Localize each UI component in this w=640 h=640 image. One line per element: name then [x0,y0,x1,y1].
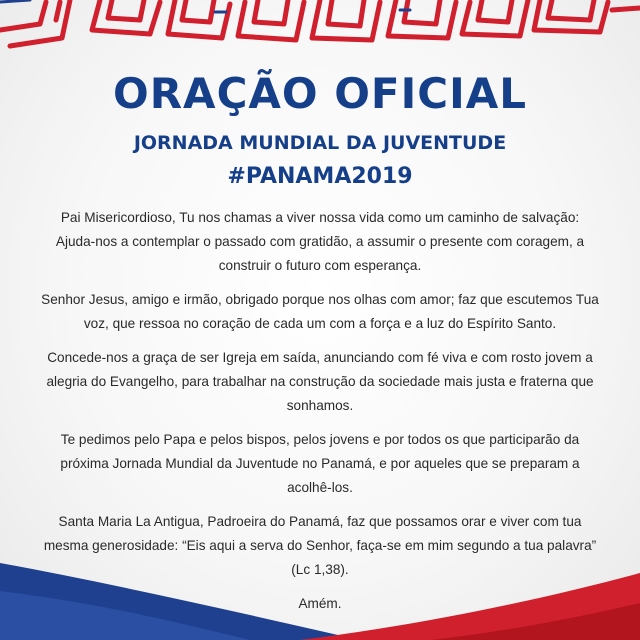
prayer-paragraph: Te pedimos pelo Papa e pelos bispos, pelos jovens e por todos os que participarão da próxima Jornada Mundial da Juventude no Panamá, e por aqueles que se preparam a acolhê-los. [60,432,580,495]
prayer-paragraph: Santa Maria La Antigua, Padroeira do Panamá, faz que possamos orar e viver com tua mesma generosidade: “Eis aqui a serva do Senhor, faça-se em mim segundo a tua palavra” (Lc 1,38). [43,514,597,577]
prayer-paragraph: Senhor Jesus, amigo e irmão, obrigado porque nos olhas com amor; faz que escutemos Tua voz, que ressoa no coração de cada um com a força e a luz do Espírito Santo. [41,292,599,331]
prayer-paragraph: Pai Misericordioso, Tu nos chamas a viver nossa vida como um caminho de salvação: Ajuda-nos a contemplar o passado com gratidão, a assumir o presente com coragem, a construir o futuro com esperança. [55,210,585,273]
page-title: ORAÇÃO OFICIAL [113,69,527,118]
bottom-decorative-wave [0,555,640,640]
top-decorative-stripes [0,0,640,60]
event-subtitle: JORNADA MUNDIAL DA JUVENTUDE [133,132,507,154]
event-hashtag: #PANAMA2019 [227,164,413,189]
prayer-closing: Amém. [298,596,342,611]
prayer-paragraph: Concede-nos a graça de ser Igreja em saída, anunciando com fé viva e com rosto jovem a alegria do Evangelho, para trabalhar na construção da sociedade mais justa e fraterna que sonhamos. [46,350,594,413]
